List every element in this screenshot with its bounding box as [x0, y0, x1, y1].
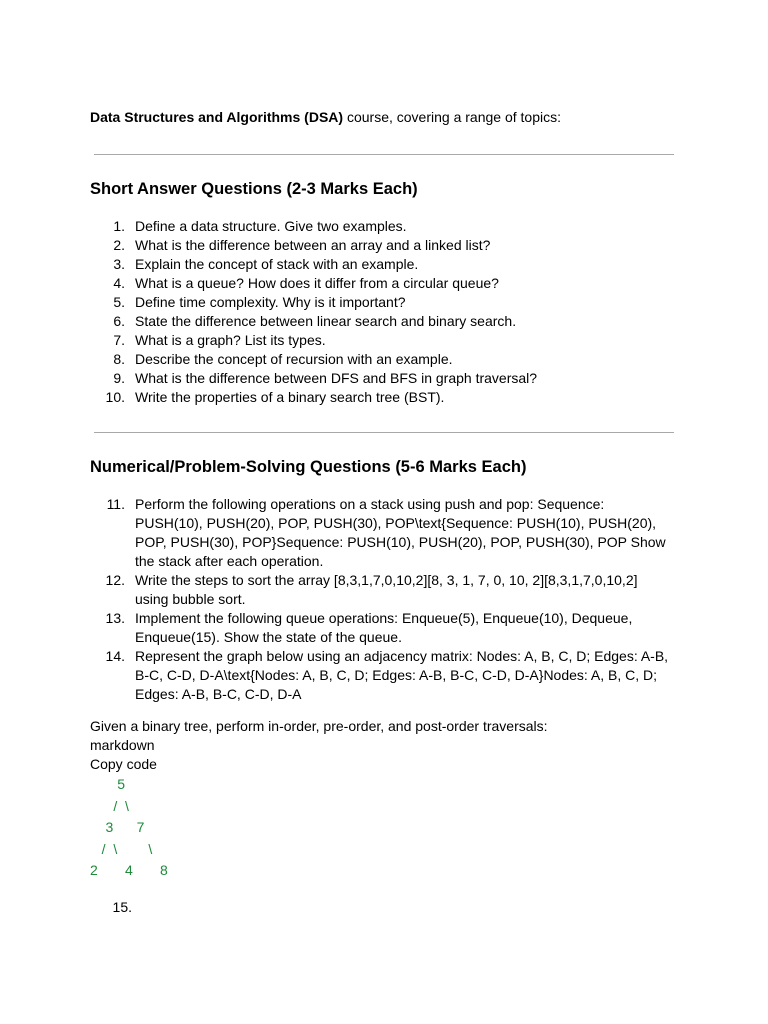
list-item-number: 4. — [113, 275, 125, 291]
code-line: 3 7 — [90, 819, 145, 835]
list-item-text: Represent the graph below using an adjacency matrix: Nodes: A, B, C, D; Edges: A-B, B-C, C-D, D-A\text{Nodes: A, B, C, D; Edges: A-B, B-C, C-D, D-A}Nodes: A, B, C, D; Edges: A-B, B-C, C-D, D-A — [135, 648, 669, 702]
list-item-number: 11. — [106, 496, 125, 512]
binary-tree-code-block — [90, 774, 168, 882]
list-item-text: Implement the following queue operations: Enqueue(5), Enqueue(10), Dequeue, Enqueue(15). Show the state of the queue. — [135, 610, 633, 645]
list-item-text: What is a graph? List its types. — [135, 332, 326, 348]
list-item-text: Write the properties of a binary search tree (BST). — [135, 389, 445, 405]
list-item-text: Explain the concept of stack with an example. — [135, 256, 419, 272]
list-item-text: Write the steps to sort the array [8,3,1,7,0,10,2][8, 3, 1, 7, 0, 10, 2][8,3,1,7,0,10,2] using bubble sort. — [135, 572, 638, 607]
list-item — [0, 369, 673, 388]
intro-text — [90, 108, 561, 126]
code-line: / \ \ — [90, 840, 153, 857]
divider-2 — [94, 432, 674, 433]
list-item-number: 12. — [105, 572, 125, 588]
numerical-list — [0, 495, 673, 704]
traversal-prompt: Given a binary tree, perform in-order, pre-order, and post-order traversals: — [90, 718, 548, 734]
list-item — [0, 331, 673, 350]
list-item — [0, 293, 673, 312]
list-item-text: Describe the concept of recursion with an example. — [135, 351, 453, 367]
list-item-text: Define time complexity. Why is it important? — [135, 294, 406, 310]
list-item-number: 1. — [113, 218, 125, 234]
list-item-number-15: 15. — [112, 899, 132, 915]
code-line: / \ — [90, 797, 129, 814]
section1-title: Short Answer Questions (2-3 Marks Each) — [90, 180, 418, 198]
list-item — [0, 388, 673, 407]
list-item — [0, 495, 673, 571]
list-item-text: What is a queue? How does it differ from a circular queue? — [135, 275, 499, 291]
short-answer-list — [0, 217, 673, 407]
list-item-number: 2. — [113, 237, 125, 253]
list-item — [0, 255, 673, 274]
list-item — [0, 647, 673, 704]
code-line: 2 4 8 — [90, 862, 168, 878]
list-item-text: State the difference between linear search and binary search. — [135, 313, 517, 329]
code-language-label: markdown — [90, 737, 155, 753]
divider-1 — [94, 154, 674, 155]
list-item-number: 5. — [113, 294, 125, 310]
list-item — [0, 312, 673, 331]
list-item — [0, 274, 673, 293]
list-item — [0, 350, 673, 369]
section2-title: Numerical/Problem-Solving Questions (5-6 Marks Each) — [90, 458, 527, 476]
list-item-text: Define a data structure. Give two examples. — [135, 218, 407, 234]
list-item-number: 14. — [105, 648, 125, 664]
list-item-number: 7. — [113, 332, 125, 348]
list-item — [0, 609, 673, 647]
list-item-text: What is the difference between DFS and BFS in graph traversal? — [135, 370, 538, 386]
list-item-number: 8. — [113, 351, 125, 367]
list-item-number: 6. — [113, 313, 125, 329]
list-item-number: 3. — [113, 256, 125, 272]
list-item-number: 13. — [105, 610, 125, 626]
list-item-text: What is the difference between an array and a linked list? — [135, 237, 491, 253]
list-item-number: 10. — [105, 389, 125, 405]
code-line: 5 — [90, 776, 126, 792]
intro-bold: Data Structures and Algorithms (DSA) — [90, 109, 344, 125]
list-item — [0, 571, 673, 609]
list-item — [0, 217, 673, 236]
list-item — [0, 236, 673, 255]
intro-rest: course, covering a range of topics: — [343, 109, 561, 125]
list-item-text: Perform the following operations on a stack using push and pop: Sequence: PUSH(10), PUSH(20), POP, PUSH(30), POP\text{Sequence: PUSH(10), PUSH(20), POP, PUSH(30), POP}Sequence: PUSH(10), PUSH(20), POP, PUSH(30), POP Show the stack after each operation. — [135, 496, 666, 569]
copy-code-button[interactable]: Copy code — [90, 756, 157, 772]
list-item-number: 9. — [113, 370, 125, 386]
